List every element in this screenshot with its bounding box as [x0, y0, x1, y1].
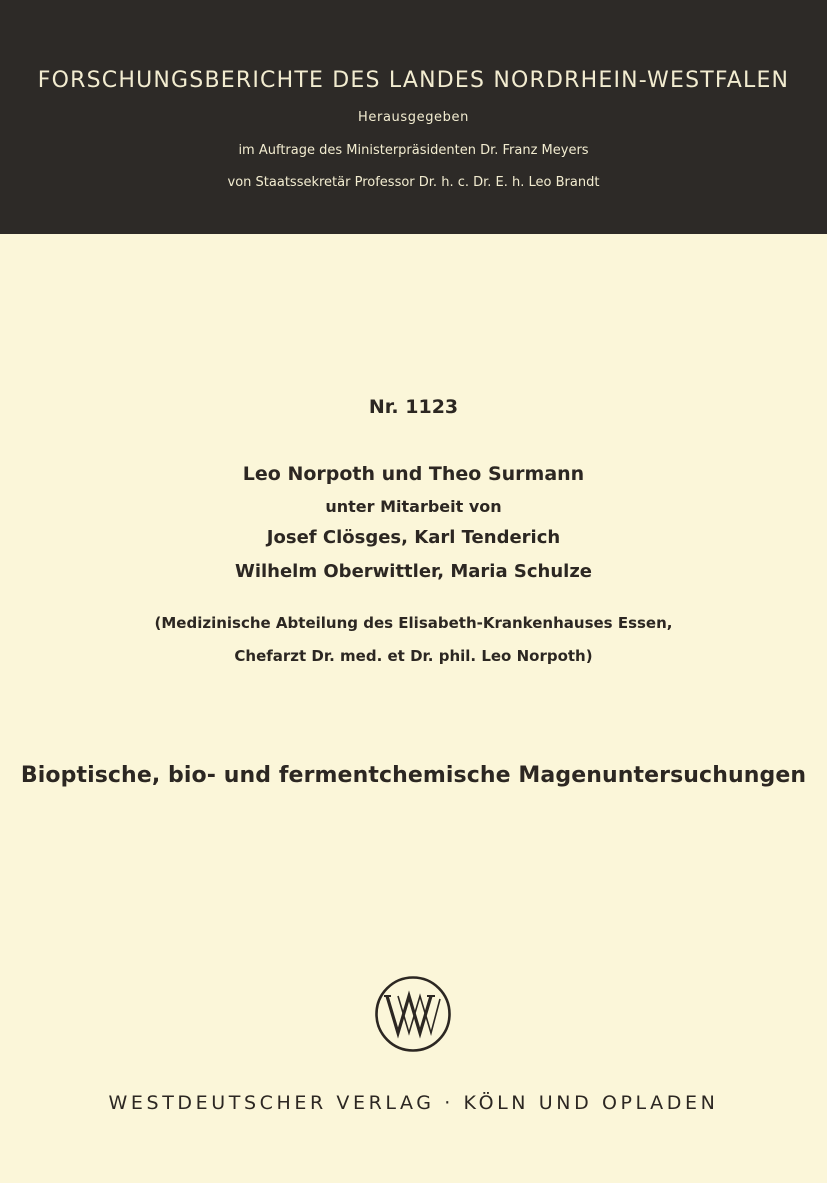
series-header-band — [0, 0, 827, 234]
editor-line-commission: im Auftrage des Ministerpräsidenten Dr. Franz Meyers — [238, 143, 589, 158]
coauthors-line-2: Wilhelm Oberwittler, Maria Schulze — [234, 561, 593, 582]
coauthors-line-1: Josef Clösges, Karl Tenderich — [266, 527, 561, 548]
collaboration-label: unter Mitarbeit von — [325, 497, 502, 516]
series-title: FORSCHUNGSBERICHTE DES LANDES NORDRHEIN-WESTFALEN — [37, 68, 790, 93]
report-number: Nr. 1123 — [368, 396, 459, 418]
publisher-name: WESTDEUTSCHER VERLAG · KÖLN UND OPLADEN — [108, 1092, 719, 1114]
authors: Leo Norpoth und Theo Surmann — [242, 463, 585, 485]
editor-line-secretary: von Staatssekretär Professor Dr. h. c. Dr. E. h. Leo Brandt — [227, 175, 600, 190]
report-title: Bioptische, bio- und fermentchemische Magenuntersuchungen — [20, 763, 807, 788]
westdeutscher-verlag-ww-logo-icon — [374, 975, 452, 1053]
institution-line-1: (Medizinische Abteilung des Elisabeth-Krankenhauses Essen, — [154, 614, 673, 632]
institution-line-2: Chefarzt Dr. med. et Dr. phil. Leo Norpoth) — [234, 647, 593, 665]
editor-line-published: Herausgegeben — [358, 110, 469, 125]
